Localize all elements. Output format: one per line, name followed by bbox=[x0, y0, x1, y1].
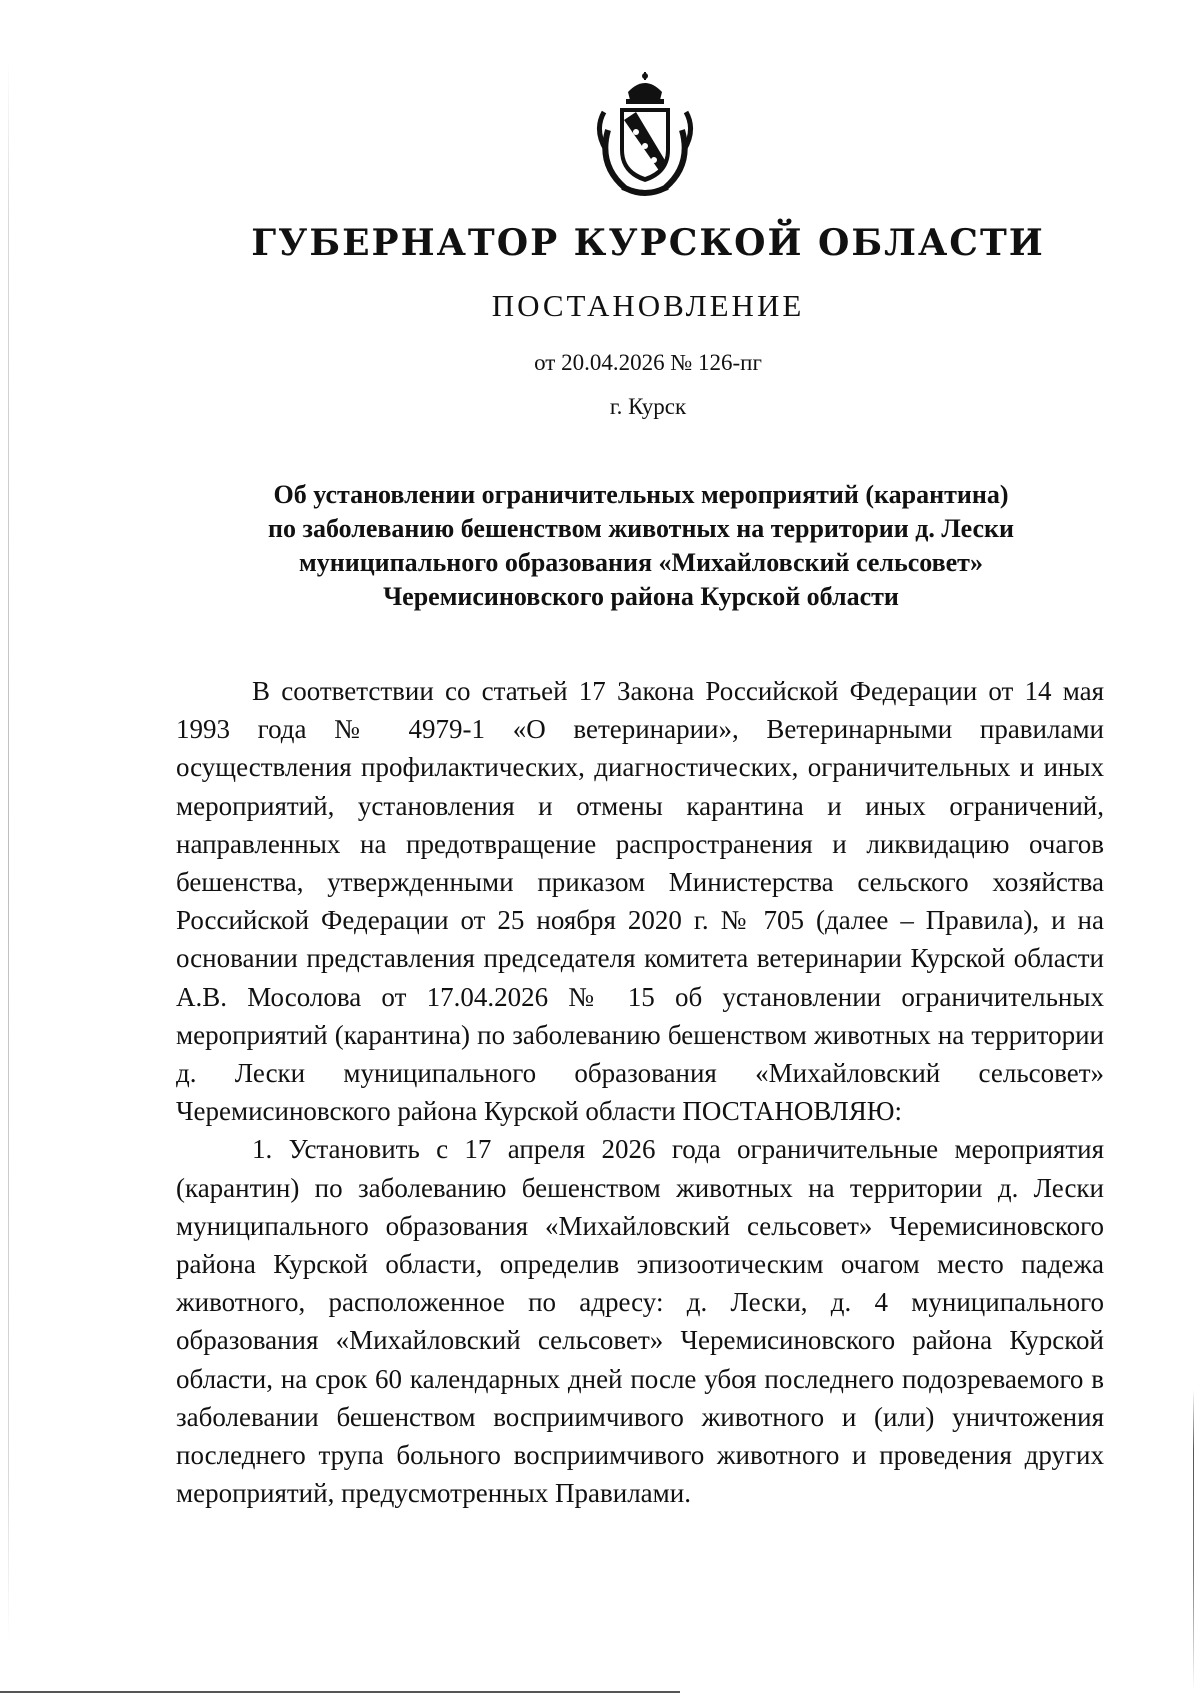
heading-line: по заболеванию бешенством животных на территории д. Лески bbox=[268, 514, 1014, 543]
preamble-paragraph: В соответствии со статьей 17 Закона Российской Федерации от 14 мая 1993 года № 4979-1 «О ветеринарии», Ветеринарными правилами осуществления профилактических, диагностических, ограничительных и иных мероприятий, установления и отмены карантина и иных ограничений, направленных на предотвращение распространения и ликвидацию очагов бешенства, утвержденными приказом Министерства сельского хозяйства Российской Федерации от 25 ноября 2020 г. № 705 (далее – Правила), и на основании представления председателя комитета ветеринарии Курской области А.В. Мосолова от 17.04.2026 № 15 об установлении ограничительных мероприятий (карантина) по заболеванию бешенством животных на территории д. Лески муниципального образования «Михайловский сельсовет» Черемисиновского района Курской области ПОСТАНОВЛЯЮ: bbox=[176, 676, 1104, 1127]
clause-1-paragraph: 1. Установить с 17 апреля 2026 года ограничительные мероприятия (карантин) по заболеванию бешенством животных на территории д. Лески муниципального образования «Михайловский сельсовет» Черемисиновского района Курской области, определив эпизоотическим очагом место падежа животного, расположенное по адресу: д. Лески, д. 4 муниципального образования «Михайловский сельсовет» Черемисиновского района Курской области, на срок 60 календарных дней после убоя последнего подозреваемого в заболевании бешенством восприимчивого животного и (или) уничтожения последнего трупа больного восприимчивого животного и проведения других мероприятий, предусмотренных Правилами. bbox=[176, 1134, 1104, 1509]
authority-title: ГУБЕРНАТОР КУРСКОЙ ОБЛАСТИ bbox=[251, 222, 1045, 264]
scan-edge-bottom bbox=[0, 1691, 680, 1693]
document-body bbox=[176, 672, 1104, 1512]
document-city: г. Курск bbox=[609, 394, 687, 419]
heading-line: муниципального образования «Михайловский сельсовет» bbox=[299, 548, 983, 577]
document-heading bbox=[176, 478, 1106, 614]
heading-line: Об установлении ограничительных мероприятий (карантина) bbox=[273, 480, 1009, 509]
document-number-date: от 20.04.2026 № 126-пг bbox=[534, 350, 762, 375]
scan-edge-right bbox=[1193, 1390, 1194, 1690]
document-type: ПОСТАНОВЛЕНИЕ bbox=[491, 288, 805, 323]
kursk-coat-of-arms-icon bbox=[590, 70, 700, 200]
heading-line: Черемисиновского района Курской области bbox=[383, 582, 899, 611]
